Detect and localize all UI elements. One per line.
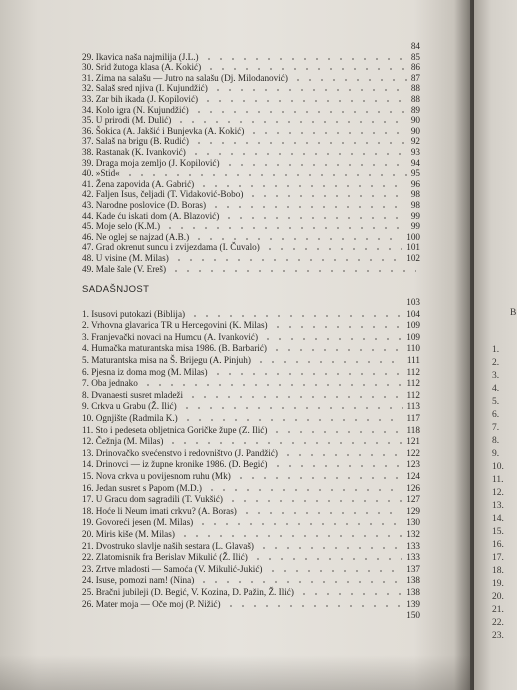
dot-leader [190,153,407,155]
toc-row [82,471,420,482]
entry-page-number: 139 [406,598,420,609]
entry-page-number: 101 [406,242,420,253]
toc-row [82,367,420,378]
toc-row [82,599,420,610]
entry-title: 4. Humačka maturantska misa 1986. (B. Barbarić) [82,343,267,354]
right-page-number: 21. [492,605,504,615]
toc-row [82,506,420,517]
entry-title: 9. Crkva u Grabu (Ž. Ilić) [82,401,177,412]
right-page-number: 6. [492,410,500,420]
entry-title: 48. U visine (M. Milas) [82,253,169,263]
entry-title: 45. Moje selo (K.M.) [82,221,161,232]
toc-row [82,297,420,308]
toc-row [82,200,420,211]
dot-leader [212,373,403,375]
entry-title: 3. Franjevački novaci na Humcu (A. Ivanković) [82,331,259,342]
toc-row [82,459,420,470]
right-page-number: 23. [492,631,504,641]
toc-row [82,436,420,447]
right-page-number: 5. [492,397,500,407]
toc-row [82,378,420,389]
dot-leader [206,489,402,491]
right-page-number: 18. [492,566,504,576]
entry-page-number: 85 [410,51,420,62]
toc-row [82,264,420,275]
entry-title: 40. »Stid« [82,168,120,179]
entry-title: 12. Čežnja (M. Milas) [82,436,164,447]
right-page-number: 11. [492,475,504,485]
dot-leader [224,164,407,166]
right-page-number: 16. [492,540,504,550]
entry-title: 11. Sto i pedeseta obljetnica Goričke župe (Z. Ilić) [82,424,268,435]
entry-page-number: 89 [410,104,420,115]
entry-page-number: 95 [410,168,420,179]
entry-title: 30. Srid žutoga klasa (A. Kokić) [82,62,202,73]
toc-row [82,587,420,598]
toc-row [82,105,420,116]
toc-row [82,413,420,424]
right-page-number: 13. [492,501,504,511]
dot-leader [264,248,402,250]
entry-title: 15. Nova crkva u povijesnom ruhu (Mk) [82,471,231,481]
toc-row [82,242,420,253]
dot-leader [247,195,406,197]
page-shadow [0,655,470,690]
entry-page-number: 88 [410,94,420,104]
toc-row [82,221,420,232]
entry-title: 36. Šokica (A. Jakšić i Bunjevka (A. Kokić) [82,125,245,136]
entry-title: 21. Dvostruko slavlje naših sestara (L. Glavaš) [82,540,254,551]
toc-row [82,158,420,169]
entry-page-number: 111 [406,355,420,365]
dot-leader [255,361,403,363]
dot-leader [298,593,402,595]
entry-title: 16. Jedan susret s Papom (M.D.) [82,482,202,493]
toc-row [82,189,420,200]
dot-leader [258,547,402,549]
dot-leader [187,396,403,398]
section-heading: SADAŠNJOST [82,284,150,295]
toc-row [82,126,420,137]
right-page-number: 2. [492,358,500,368]
entry-page-number: 138 [406,587,420,597]
entry-page-number: 122 [406,447,420,458]
toc-row [82,448,420,459]
toc-row [82,41,420,52]
entry-page-number: 94 [410,157,420,168]
entry-title: 18. Hoće li Neum imati crkvu? (A. Boras) [82,505,237,516]
right-page-letter: B [510,308,517,318]
dot-leader [124,174,407,176]
entry-title: 35. U prirodi (M. Dulić) [82,115,172,126]
toc-row [82,552,420,563]
toc-row [82,564,420,575]
dot-leader [170,270,416,272]
toc-row [82,529,420,540]
entry-title: 7. Oba jednako [82,378,138,389]
toc-row [82,52,420,63]
entry-page-number: 109 [406,331,420,342]
dot-leader [267,570,403,572]
entry-page-number: 121 [406,436,420,447]
entry-page-number: 103 [406,297,420,307]
toc-row [82,115,420,126]
entry-title: 13. Drinovačko svećenstvo i redovništvo (J. Pandžić) [82,447,278,458]
dot-leader [225,605,403,607]
dot-leader [193,111,407,113]
toc-row [82,62,420,73]
entry-page-number: 90 [410,115,420,126]
entry-title: 25. Bračni jubileji (D. Begić, V. Kozina, D. Pažin, Ž. Ilić) [82,587,294,597]
entry-page-number: 87 [410,72,420,83]
dot-leader [193,238,402,240]
dot-leader [262,338,402,340]
entry-title: 26. Mater moja — Oče moj (P. Nižić) [82,598,221,609]
entry-page-number: 90 [410,125,420,136]
dot-leader [282,454,402,456]
entry-title: 49. Male šale (V. Ereš) [82,263,167,274]
right-page-number: 20. [492,592,504,602]
entry-title: 44. Kade ću iskati dom (A. Blazović) [82,210,220,221]
entry-page-number: 138 [406,575,420,586]
right-page-number: 1. [492,345,500,355]
toc-row [82,253,420,264]
entry-title: 17. U Gracu dom sagradili (T. Vukšić) [82,494,223,505]
dot-leader [198,581,402,583]
right-page-number: 17. [492,553,504,563]
toc-row-trailing [82,610,420,621]
entry-page-number: 130 [406,517,420,528]
entry-page-number: 133 [406,540,420,551]
entry-page-number: 98 [410,200,420,210]
book-page-right [474,0,517,690]
entry-page-number: 104 [406,308,420,319]
toc-row [82,211,420,222]
dot-leader [164,227,407,229]
entry-page-number: 133 [406,552,420,563]
dot-leader [241,512,402,514]
toc-row [82,390,420,401]
toc-row [82,73,420,84]
dot-leader [252,558,402,560]
entry-title: 33. Zar bih ikada (J. Kopilović) [82,94,199,104]
dot-leader [197,523,402,525]
dot-leader [173,259,402,261]
right-page-number: 15. [492,527,504,537]
entry-page-number: 98 [410,189,420,200]
entry-title: 24. Isuse, pomozi nam! (Nina) [82,575,195,586]
dot-leader [167,442,402,444]
right-page-number: 19. [492,579,504,589]
entry-page-number: 96 [410,178,420,189]
entry-page-number: 109 [406,320,420,331]
entry-page-number: 100 [406,231,420,242]
entry-page-number: 150 [406,610,420,621]
entry-title: 10. Ognjište (Radmila K.) [82,413,178,423]
entry-page-number: 102 [406,253,420,263]
dot-leader [193,142,407,144]
dot-leader [235,477,402,479]
entry-page-number: 92 [410,136,420,147]
toc-row [82,94,420,105]
toc-row [82,147,420,158]
entry-title: 14. Drinovci — iz župne kronike 1986. (D. Begić) [82,459,268,470]
entry-title: 38. Rastanak (K. Ivanković) [82,147,186,157]
entry-title: 41. Žena zapovida (A. Gabrić) [82,178,195,189]
toc-row [82,541,420,552]
entry-page-number: 99 [410,210,420,221]
right-page-number: 12. [492,488,504,498]
entry-page-number: 118 [406,424,420,435]
toc-row [82,575,420,586]
entry-title: 37. Salaš na brigu (B. Rudić) [82,136,189,147]
entry-page-number: 127 [406,494,420,505]
entry-title: 23. Zrtve mladosti — Samoća (V. Mikulić-Jukić) [82,563,263,574]
dot-leader [272,465,403,467]
entry-title: 5. Maturantska misa na Š. Brijegu (A. Pinjuh) [82,355,251,365]
entry-title: 43. Narodne poslovice (D. Boras) [82,200,206,210]
entry-page-number: 124 [406,471,420,481]
toc-row [82,425,420,436]
toc-row [82,168,420,179]
dot-leader [271,431,402,433]
entry-title: 29. Ikavica naša najmilija (J.L.) [82,51,199,62]
entry-page-number: 93 [410,147,420,157]
book-fold-shadow [454,0,476,690]
dot-leader [227,500,402,502]
toc-row [82,332,420,343]
right-page-number: 7. [492,423,500,433]
toc-row [82,343,420,354]
entry-page-number: 123 [406,459,420,470]
entry-title: 20. Miris kiše (M. Milas) [82,529,175,539]
toc-row [82,309,420,320]
entry-title: 39. Draga moja zemljo (J. Kopilović) [82,157,220,168]
entry-page-number: 129 [406,505,420,516]
dot-leader [189,315,402,317]
entry-page-number: 99 [410,221,420,232]
right-page-number: 3. [492,371,500,381]
toc-row [82,355,420,366]
dot-leader [212,89,407,91]
entry-page-number: 132 [406,529,420,539]
dot-leader [175,121,407,123]
toc-row [82,232,420,243]
entry-title: 46. Ne oglej se najzad (A.B.) [82,231,190,242]
toc-row [82,494,420,505]
entry-page-number: 113 [406,401,420,412]
entry-title: 22. Zlatomisnik fra Berislav Mikulić (Ž. Ilić) [82,552,248,563]
toc-row [82,320,420,331]
entry-title: 42. Faljen Isus, čeljadi (T. Vidaković-Bobo) [82,189,244,200]
entry-page-number: 110 [406,343,420,354]
dot-leader [210,206,407,208]
toc-row [82,517,420,528]
toc-row [82,483,420,494]
right-page-number: 22. [492,618,504,628]
right-page-number: 9. [492,449,500,459]
entry-title: 32. Salaš sred njiva (I. Kujundžić) [82,83,208,94]
dot-leader [203,58,407,60]
entry-title: 2. Vrhovna glavarica TR u Hercegovini (K. Milas) [82,320,268,331]
dot-leader [205,68,407,70]
entry-title: 6. Pjesna iz doma mog (M. Milas) [82,366,208,377]
entry-page-number: 117 [406,413,420,423]
dot-leader [181,407,403,409]
entry-title: 19. Govoreći jesen (M. Milas) [82,517,194,528]
dot-leader [198,185,407,187]
entry-title: 31. Zima na salašu — Jutro na salašu (Dj. Milodanović) [82,72,288,83]
dot-leader [223,217,407,219]
dot-leader [248,132,407,134]
toc-row [82,136,420,147]
right-page-number: 4. [492,384,500,394]
entry-title: 34. Kolo igra (N. Kujundžić) [82,104,189,115]
dot-leader [142,384,403,386]
entry-title: 47. Grad okrenut suncu i zvijezdama (I. Čuvalo) [82,242,260,253]
entry-page-number: 88 [410,83,420,94]
toc-row [82,401,420,412]
entry-title: 8. Dvanaesti susret mladeži [82,389,184,400]
dot-leader [272,326,403,328]
right-page-number: 14. [492,514,504,524]
entry-page-number: 84 [410,41,420,51]
toc-row [82,83,420,94]
right-page-number: 10. [492,462,504,472]
dot-leader [271,349,403,351]
entry-page-number: 112 [406,378,420,389]
entry-page-number: 112 [406,389,420,400]
entry-page-number: 137 [406,563,420,574]
entry-page-number: 112 [406,366,420,377]
entry-page-number: 126 [406,482,420,493]
dot-leader [202,100,407,102]
dot-leader [182,419,403,421]
toc-row [82,179,420,190]
dot-leader [292,79,407,81]
entry-title: 1. Isusovi putokazi (Biblija) [82,308,186,319]
entry-page-number: 86 [410,62,420,73]
right-page-number: 8. [492,436,500,446]
dot-leader [179,535,402,537]
